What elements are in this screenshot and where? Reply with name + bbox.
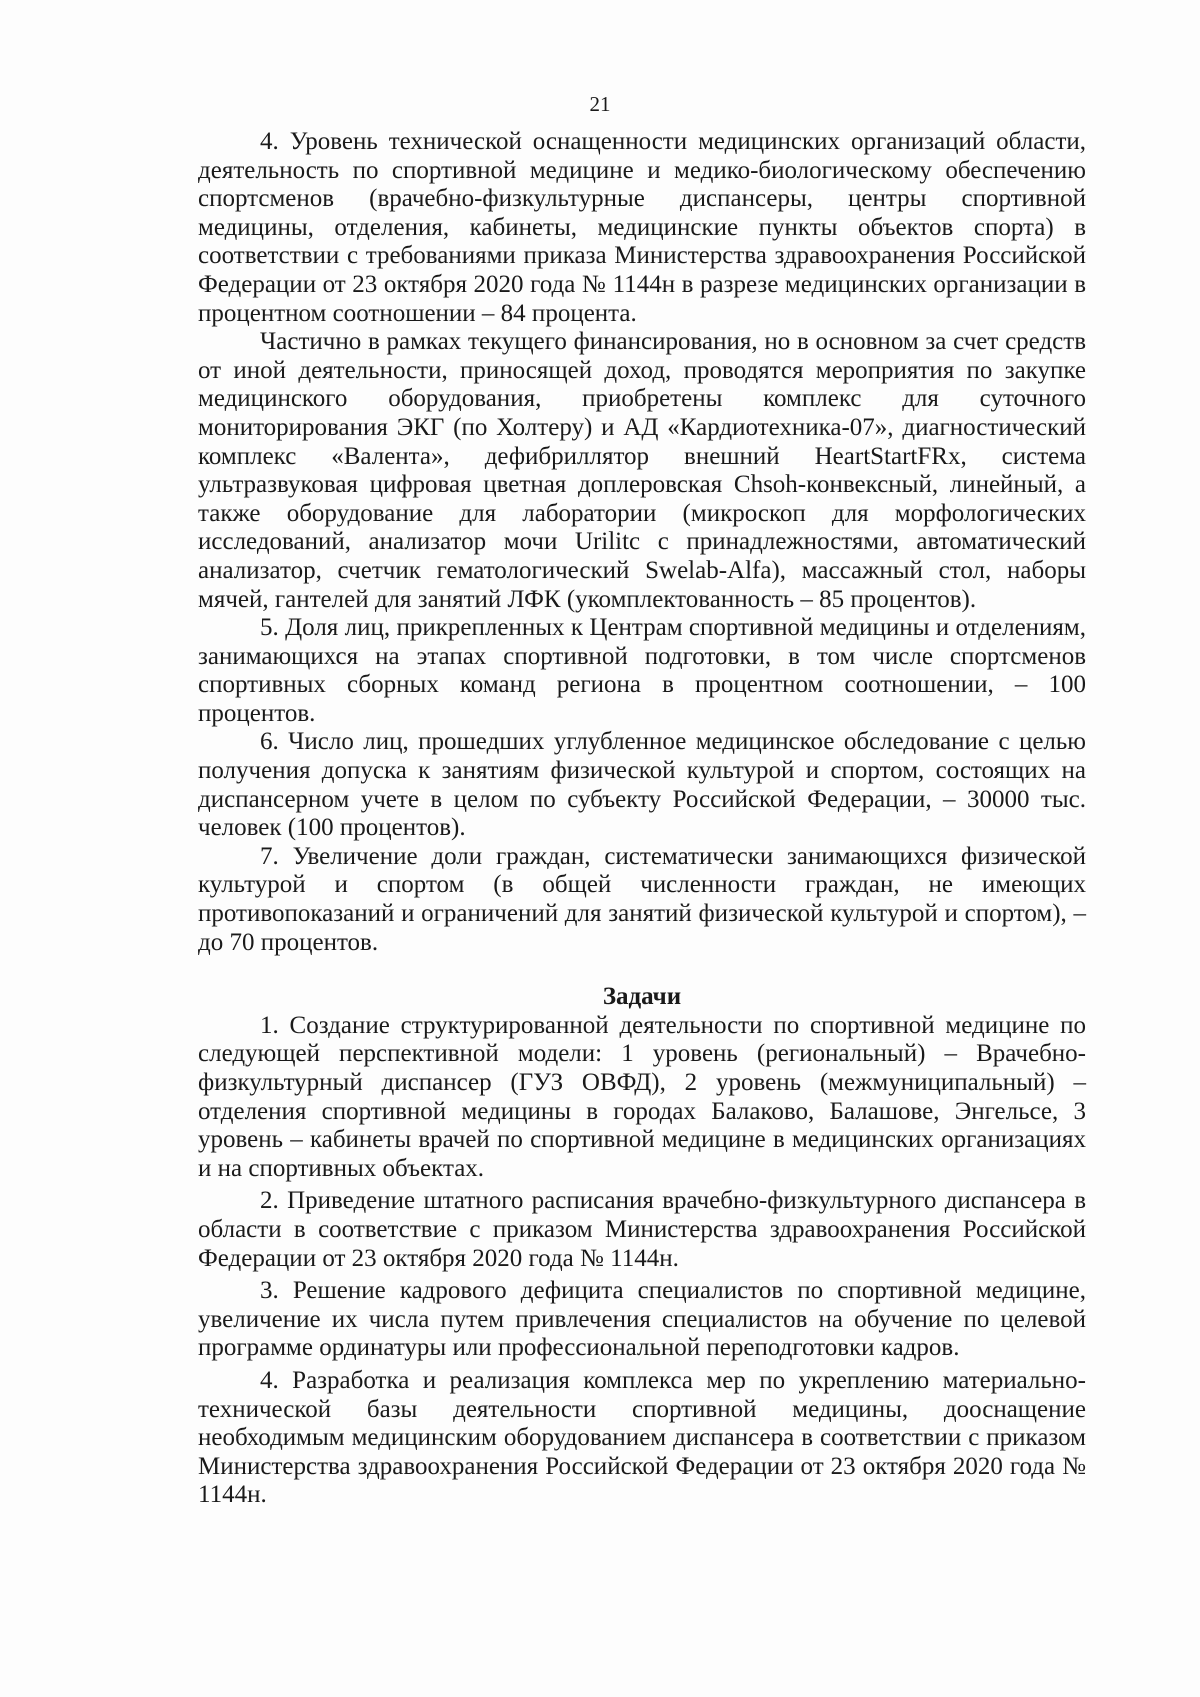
paragraph-task-1: 1. Создание структурированной деятельности по спортивной медицине по следующей перспективной модели: 1 уровень (региональный) – Врачебно-физкультурный диспансер (ГУЗ ОВФД), 2 уровень (межмуниципальный) – отделения спортивной медицины в городах Балаково, Балашове, Энгельсе, 3 уровень – кабинеты врачей по спортивной медицине в медицинских организациях и на спортивных объектах.: [198, 1011, 1086, 1182]
paragraph-task-4: 4. Разработка и реализация комплекса мер по укреплению материально-технической базы деятельности спортивной медицины, дооснащение необходимым медицинским оборудованием диспансера в соответствии с приказом Министерства здравоохранения Российской Федерации от 23 октября 2020 года № 1144н.: [198, 1366, 1086, 1509]
paragraph-task-3: 3. Решение кадрового дефицита специалистов по спортивной медицине, увеличение их числа путем привлечения специалистов на обучение по целевой программе ординатуры или профессиональной переподготовки кадров.: [198, 1277, 1086, 1362]
paragraph-indicator-6: 6. Число лиц, прошедших углубленное медицинское обследование с целью получения допуска к занятиям физической культурой и спортом, состоящих на диспансерном учете в целом по субъекту Российской Федерации, – 30000 тыс. человек (100 процентов).: [198, 728, 1086, 842]
paragraph-indicator-4: 4. Уровень технической оснащенности медицинских организаций области, деятельность по спортивной медицине и медико-биологическому обеспечению спортсменов (врачебно-физкультурные диспансеры, центры спортивной медицины, отделения, кабинеты, медицинские пункты объектов спорта) в соответствии с требованиями приказа Министерства здравоохранения Российской Федерации от 23 октября 2020 года № 1144н в разрезе медицинских организации в процентном соотношении – 84 процента.: [198, 128, 1086, 327]
paragraph-financing: Частично в рамках текущего финансирования, но в основном за счет средств от иной деятельности, приносящей доход, проводятся мероприятия по закупке медицинского оборудования, приобретены комплекс для суточного мониторирования ЭКГ (по Холтеру) и АД «Кардиотехника-07», диагностический комплекс «Валента», дефибриллятор внешний HeartStartFRx, система ультразвуковая цифровая цветная доплеровская Chsoh-конвексный, линейный, а также оборудование для лаборатории (микроскоп для морфологических исследований, анализатор мочи Urilitc с принадлежностями, автоматический анализатор, счетчик гематологический Swelab-Alfa), массажный стол, наборы мячей, гантелей для занятий ЛФК (укомплектованность – 85 процентов).: [198, 328, 1086, 613]
paragraph-task-2: 2. Приведение штатного расписания врачебно-физкультурного диспансера в области в соответствие с приказом Министерства здравоохранения Российской Федерации от 23 октября 2020 года № 1144н.: [198, 1187, 1086, 1272]
document-body: [198, 128, 1086, 1510]
paragraph-indicator-7: 7. Увеличение доли граждан, систематически занимающихся физической культурой и спортом (в общей численности граждан, не имеющих противопоказаний и ограничений для занятий физической культурой и спортом), – до 70 процентов.: [198, 842, 1086, 956]
page-number: 21: [589, 92, 611, 116]
section-heading-tasks: Задачи: [602, 983, 682, 1011]
paragraph-indicator-5: 5. Доля лиц, прикрепленных к Центрам спортивной медицины и отделениям, занимающихся на этапах спортивной подготовки, в том числе спортсменов спортивных сборных команд региона в процентном соотношении, – 100 процентов.: [198, 614, 1086, 727]
